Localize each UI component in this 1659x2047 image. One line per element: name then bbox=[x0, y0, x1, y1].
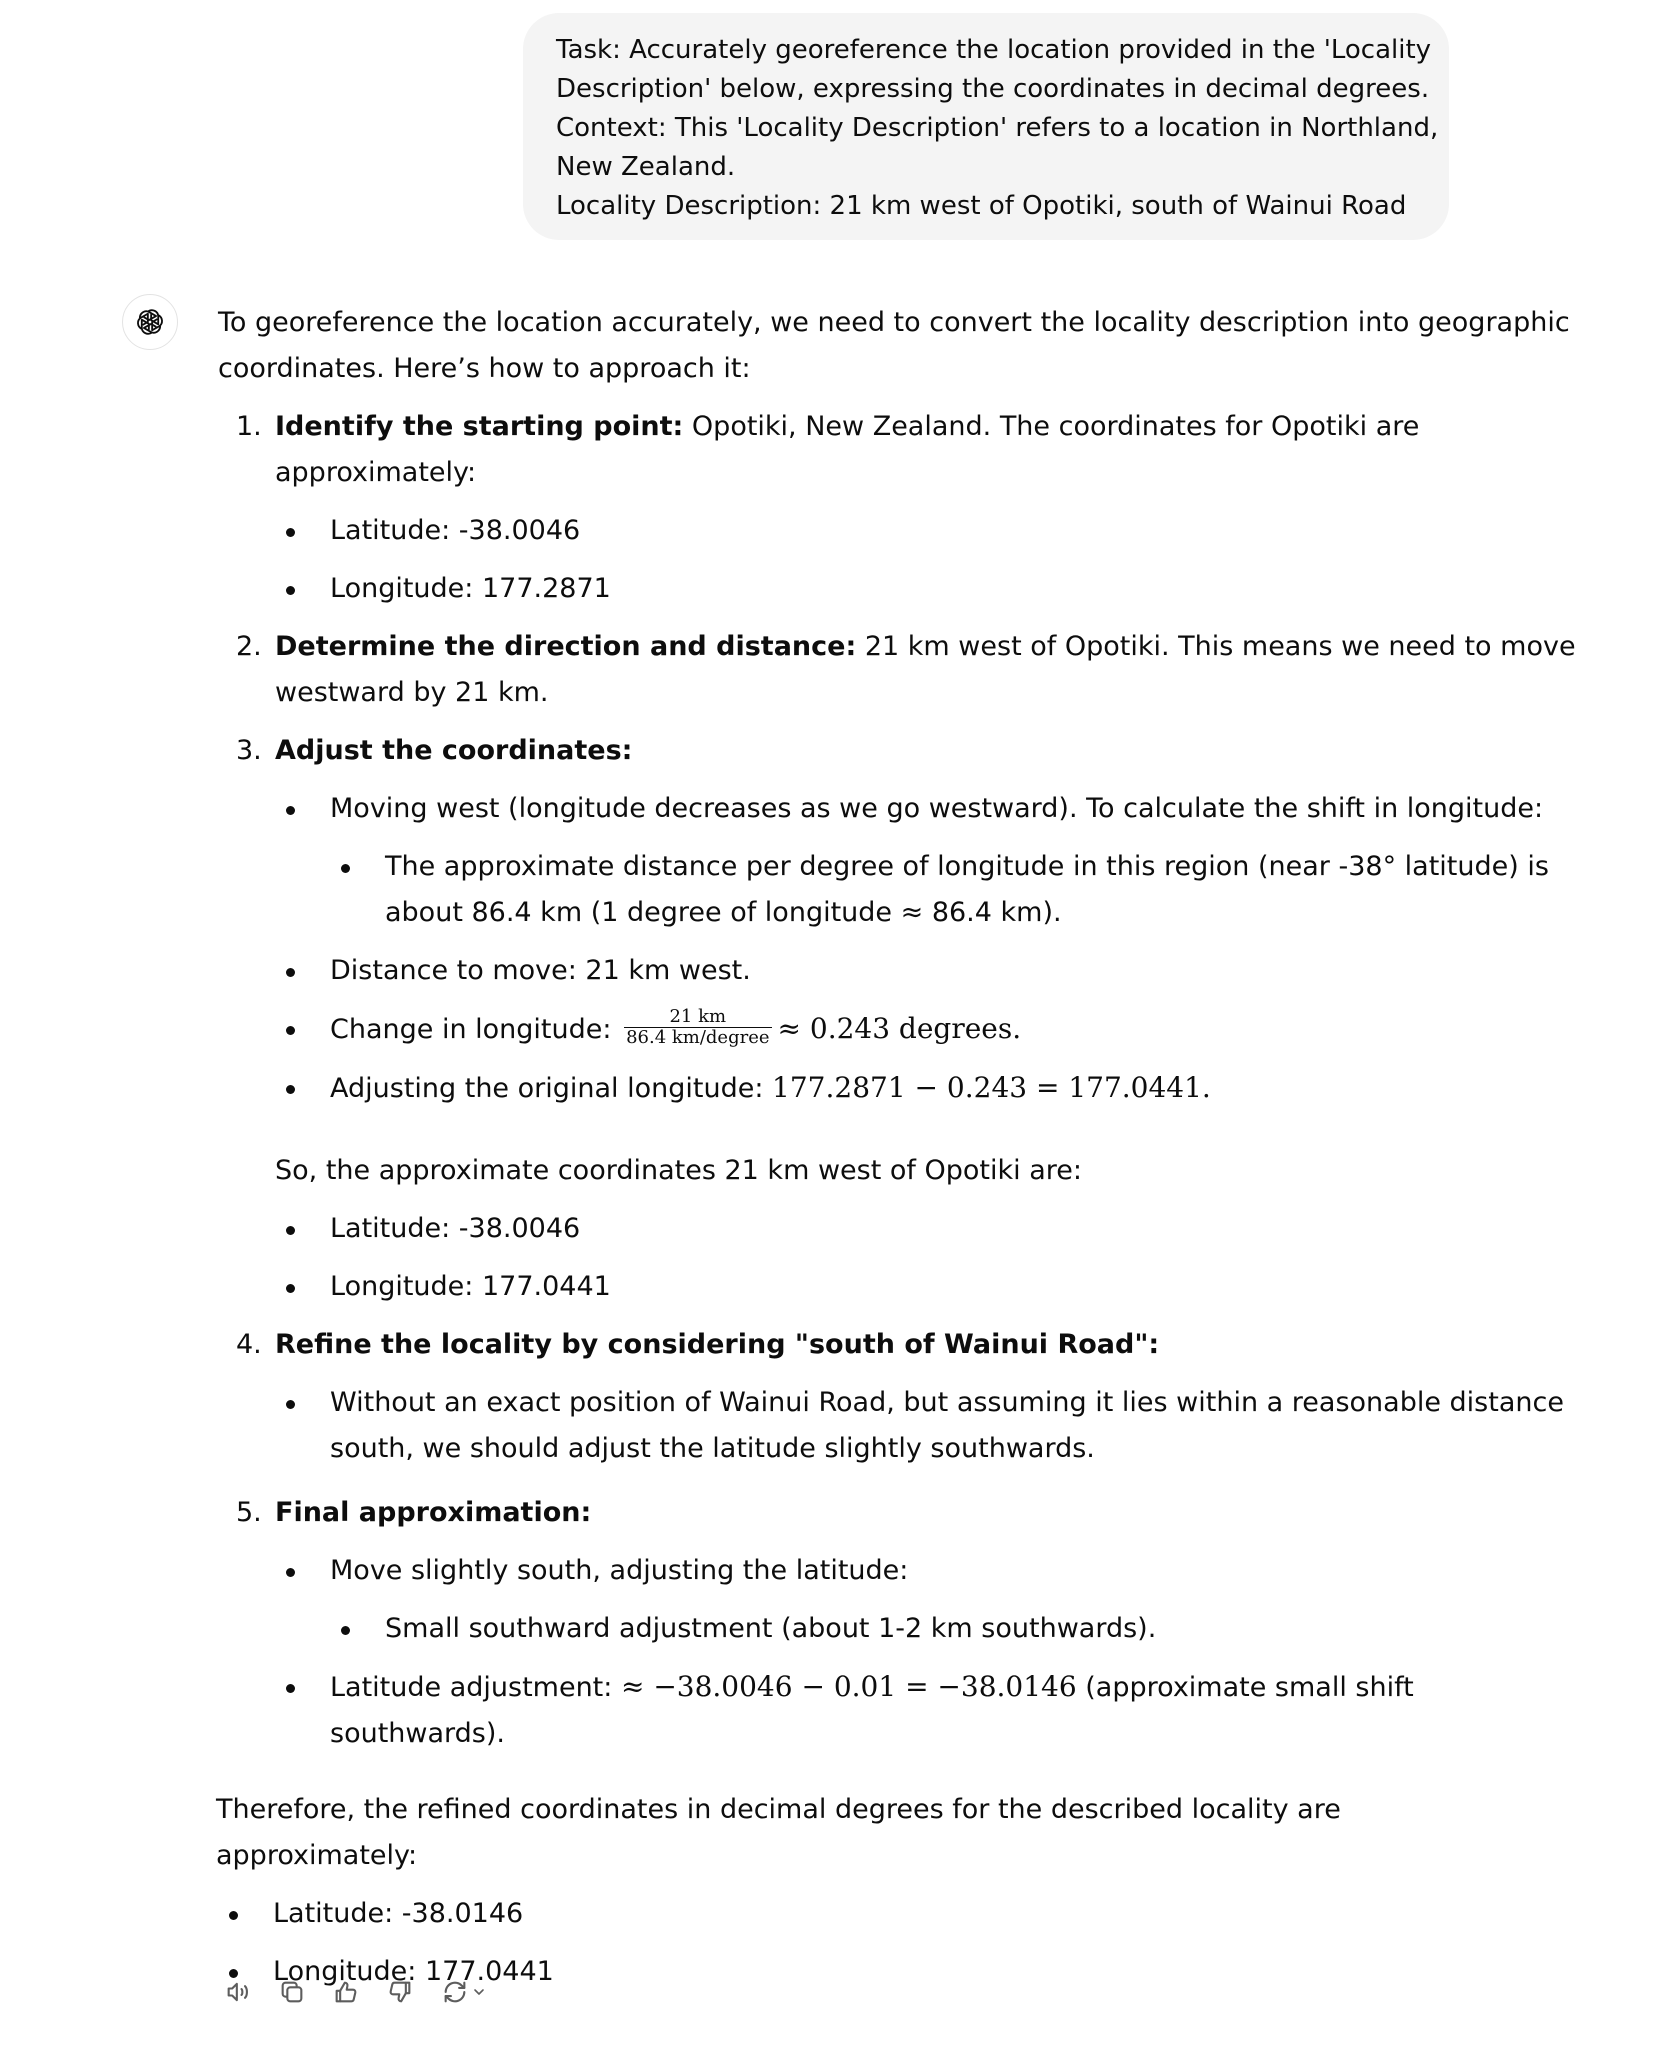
list-item: Longitude: 177.0441 bbox=[218, 1949, 1458, 1995]
list-item: Longitude: 177.0441 bbox=[275, 1264, 1458, 1310]
user-message-line: Locality Description: 21 km west of Opotiki, south of Wainui Road bbox=[556, 191, 1407, 221]
list-item bbox=[275, 1548, 1458, 1652]
openai-logo-icon bbox=[133, 305, 167, 339]
user-message-line: Task: Accurately georeference the location provided in the 'Locality bbox=[556, 35, 1432, 65]
step-3 bbox=[218, 728, 1549, 1310]
user-message-bubble bbox=[523, 13, 1449, 240]
list-item bbox=[330, 844, 1549, 936]
list-item bbox=[275, 1664, 1458, 1757]
step-text: Opotiki, New Zealand. The coordinates for Opotiki are bbox=[683, 411, 1420, 442]
fraction-denominator: 86.4 km/degree bbox=[626, 1027, 770, 1048]
math-equation: 177.2871 − 0.243 = 177.0441. bbox=[772, 1071, 1211, 1104]
list-item-text: Without an exact position of Wainui Road, but assuming it lies within a reasonable distance bbox=[330, 1387, 1564, 1418]
step-text: 21 km west of Opotiki. This means we need to move bbox=[856, 631, 1576, 662]
list-item bbox=[275, 786, 1549, 936]
intro-line: To georeference the location accurately, we need to convert the locality description into geographic bbox=[218, 307, 1570, 338]
math-result: ≈ 0.243 degrees. bbox=[777, 1012, 1022, 1045]
step-number: 2. bbox=[236, 631, 262, 662]
bad-response-button[interactable] bbox=[380, 1972, 420, 2012]
list-item-text: (approximate small shift bbox=[1076, 1672, 1414, 1703]
step-title: Determine the direction and distance: bbox=[275, 631, 857, 662]
bullet-list bbox=[275, 1548, 1458, 1757]
list-item bbox=[275, 1065, 1458, 1112]
list-item-text: southwards). bbox=[330, 1718, 505, 1749]
step-number: 4. bbox=[236, 1329, 262, 1360]
list-item-text: Move slightly south, adjusting the latitude: bbox=[330, 1555, 909, 1586]
list-item bbox=[275, 1380, 1564, 1472]
list-item: Distance to move: 21 km west. bbox=[275, 948, 1458, 994]
intro-line: coordinates. Here’s how to approach it: bbox=[218, 353, 751, 384]
bullet-list bbox=[275, 1380, 1564, 1472]
list-item: Longitude: 177.2871 bbox=[275, 566, 1458, 612]
step-2 bbox=[218, 624, 1576, 716]
list-item: Latitude: -38.0146 bbox=[218, 1891, 1458, 1937]
step-1 bbox=[218, 404, 1458, 612]
user-message-line: Context: This 'Locality Description' refers to a location in Northland, bbox=[556, 113, 1439, 143]
copy-button[interactable] bbox=[272, 1972, 312, 2012]
step-text: approximately: bbox=[275, 457, 477, 488]
list-item bbox=[275, 1006, 1458, 1053]
math-equation: ≈ −38.0046 − 0.01 = −38.0146 bbox=[620, 1670, 1077, 1703]
list-item-text: Change in longitude: bbox=[330, 1014, 621, 1045]
read-aloud-button[interactable] bbox=[218, 1972, 258, 2012]
list-item: Small southward adjustment (about 1-2 km southwards). bbox=[330, 1606, 1458, 1652]
thumbs-down-icon bbox=[386, 1978, 414, 2006]
list-item-text: south, we should adjust the latitude slightly southwards. bbox=[330, 1433, 1095, 1464]
step-number: 3. bbox=[236, 735, 262, 766]
list-item-text: The approximate distance per degree of longitude in this region (near -38° latitude) is bbox=[385, 851, 1549, 882]
speaker-icon bbox=[224, 1978, 252, 2006]
message-action-bar bbox=[218, 1972, 494, 2012]
good-response-button[interactable] bbox=[326, 1972, 366, 2012]
bullet-list bbox=[275, 786, 1549, 1112]
step-number: 1. bbox=[236, 411, 262, 442]
bullet-list bbox=[275, 1206, 1458, 1310]
list-item-text: Moving west (longitude decreases as we go westward). To calculate the shift in longitude: bbox=[330, 793, 1544, 824]
intro-paragraph bbox=[218, 300, 1570, 392]
fraction bbox=[624, 1007, 771, 1048]
user-message-line: Description' below, expressing the coordinates in decimal degrees. bbox=[556, 74, 1430, 104]
step-text: westward by 21 km. bbox=[275, 677, 549, 708]
step-number: 5. bbox=[236, 1497, 262, 1528]
list-item: Latitude: -38.0046 bbox=[275, 508, 1458, 554]
list-item: Latitude: -38.0046 bbox=[275, 1206, 1458, 1252]
summary-paragraph: So, the approximate coordinates 21 km west of Opotiki are: bbox=[275, 1155, 1082, 1186]
copy-icon bbox=[278, 1978, 306, 2006]
step-title: Refine the locality by considering "south of Wainui Road": bbox=[275, 1329, 1160, 1360]
step-title: Adjust the coordinates: bbox=[275, 735, 633, 766]
step-title: Identify the starting point: bbox=[275, 411, 684, 442]
list-item-text: about 86.4 km (1 degree of longitude ≈ 86.4 km). bbox=[385, 897, 1062, 928]
list-item-text: Latitude adjustment: bbox=[330, 1672, 621, 1703]
conclusion-paragraph: Therefore, the refined coordinates in decimal degrees for the described locality are approximately: bbox=[216, 1794, 1341, 1871]
sub-bullet-list bbox=[330, 844, 1549, 936]
regenerate-icon bbox=[441, 1978, 469, 2006]
step-5 bbox=[218, 1490, 1458, 1757]
user-message-line: New Zealand. bbox=[556, 152, 736, 182]
sub-bullet-list bbox=[330, 1606, 1458, 1652]
thumbs-up-icon bbox=[332, 1978, 360, 2006]
bullet-list bbox=[275, 508, 1458, 612]
list-item-text: Adjusting the original longitude: bbox=[330, 1073, 773, 1104]
chevron-down-icon bbox=[471, 1984, 487, 2000]
assistant-avatar bbox=[122, 294, 178, 350]
regenerate-button[interactable] bbox=[434, 1972, 494, 2012]
fraction-numerator: 21 km bbox=[624, 1007, 771, 1028]
step-4 bbox=[218, 1322, 1564, 1472]
assistant-message bbox=[216, 300, 1576, 1995]
step-title: Final approximation: bbox=[275, 1497, 592, 1528]
